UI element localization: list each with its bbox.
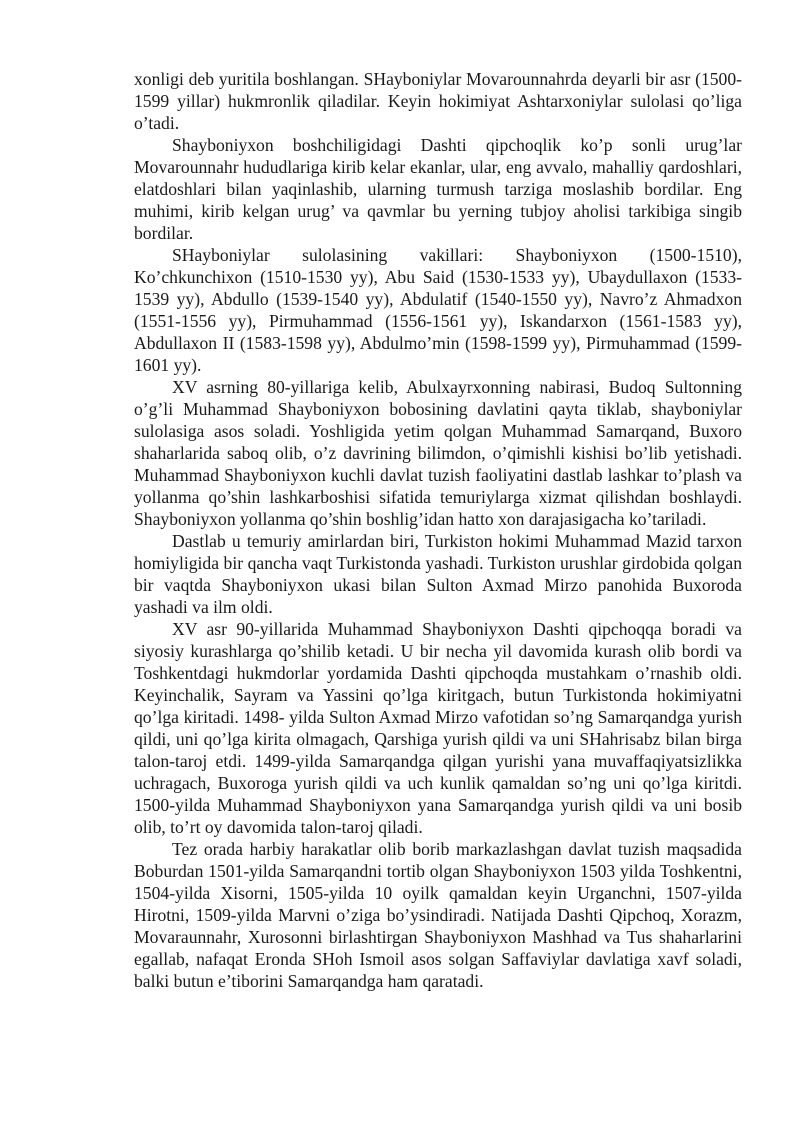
paragraph-turkiston: Dastlab u temuriy amirlardan biri, Turkiston hokimi Muhammad Mazid tarxon homiyligida bir qancha vaqt Turkistonda yashadi. Turkiston urushlar girdobida qolgan bir vaqtda Shayboniyxon ukasi bilan Sulton Axmad Mirzo panohida Buxoroda yashadi va ilm oldi.: [134, 531, 742, 617]
paragraph-campaigns-1490s: XV asr 90-yillarida Muhammad Shayboniyxon Dashti qipchoqqa boradi va siyosiy kurashlarga qo’shilib ketadi. U bir necha yil davomida kurash olib bordi va Toshkentdagi hukmdorlar yordamida Dashti qipchoqda mustahkam o’rnashib oldi. Keyinchalik, Sayram va Yassini qo’lga kiritgach, butun Turkistonda hokimiyatni qo’lga kiritadi. 1498- yilda Sulton Axmad Mirzo vafotidan so’ng Samarqandga yurish qildi, uni qo’lga kirita olmagach, Qarshiga yurish qildi va uni SHahrisabz bilan birga talon-taroj etdi. 1499-yilda Samarqandga qilgan yurishi yana muvaffaqiyatsizlikka uchragach, Buxoroga yurish qildi va uch kunlik qamaldan so’ng uni qo’lga kiritdi. 1500-yilda Muhammad Shayboniyxon yana Samarqandga yurish qildi va uni bosib olib, to’rt oy davomida talon-taroj qiladi.: [134, 619, 742, 837]
paragraph-urug-settlement: Shayboniyxon boshchiligidagi Dashti qipchoqlik ko’p sonli urug’lar Movarounnahr hududlariga kirib kelar ekanlar, ular, eng avvalo, mahalliy qardoshlari, elatdoshlari bilan yaqinlashib, ularning turmush tarziga moslashib bordilar. Eng muhimi, kirib kelgan urug’ va qavmlar bu yerning tubjoy aholisi tarkibiga singib bordilar.: [134, 135, 742, 243]
paragraph-dynasty-rulers: SHayboniylar sulolasining vakillari: Shayboniyxon (1500-1510), Ko’chkunchixon (1510-1530 yy), Abu Said (1530-1533 yy), Ubaydullaxon (1533-1539 yy), Abdullo (1539-1540 yy), Abdulatif (1540-1550 yy), Navro’z Ahmadxon (1551-1556 yy), Pirmuhammad (1556-1561 yy), Iskandarxon (1561-1583 yy), Abdullaxon II (1583-1598 yy), Abdulmo’min (1598-1599 yy), Pirmuhammad (1599-1601 yy).: [134, 245, 742, 375]
paragraph-shayboniyxon-origins: XV asrning 80-yillariga kelib, Abulxayrxonning nabirasi, Budoq Sultonning o’g’li Muhammad Shayboniyxon bobosining davlatini qayta tiklab, shayboniylar sulolasiga asos soladi. Yoshligida yetim qolgan Muhammad Samarqand, Buxoro shaharlarida saboq olib, o’z davrining bilimdon, o’qimishli kishisi bo’lib yetishadi. Muhammad Shayboniyxon kuchli davlat tuzish faoliyatini dastlab lashkar to’plash va yollanma qo’shin lashkarboshisi sifatida temuriylarga xizmat qilishdan boshlaydi. Shayboniyxon yollanma qo’shin boshlig’idan hatto xon darajasigacha ko’tariladi.: [134, 377, 742, 529]
document-page: [134, 68, 742, 992]
paragraph-continuation: xonligi deb yuritila boshlangan. SHayboniylar Movarounnahrda deyarli bir asr (1500-1599 yillar) hukmronlik qiladilar. Keyin hokimiyat Ashtarxoniylar sulolasi qo’liga o’tadi.: [134, 69, 742, 133]
paragraph-conquests: Tez orada harbiy harakatlar olib borib markazlashgan davlat tuzish maqsadida Boburdan 1501-yilda Samarqandni tortib olgan Shayboniyxon 1503 yilda Toshkentni, 1504-yilda Xisorni, 1505-yilda 10 oyilk qamaldan keyin Urganchni, 1507-yilda Hirotni, 1509-yilda Marvni o’ziga bo’ysindiradi. Natijada Dashti Qipchoq, Xorazm, Movaraunnahr, Xurosonni birlashtirgan Shayboniyxon Mashhad va Tus shaharlarini egallab, nafaqat Eronda SHoh Ismoil asos solgan Saffaviylar davlatiga xavf soladi, balki butun e’tiborini Samarqandga ham qaratadi.: [134, 839, 742, 991]
